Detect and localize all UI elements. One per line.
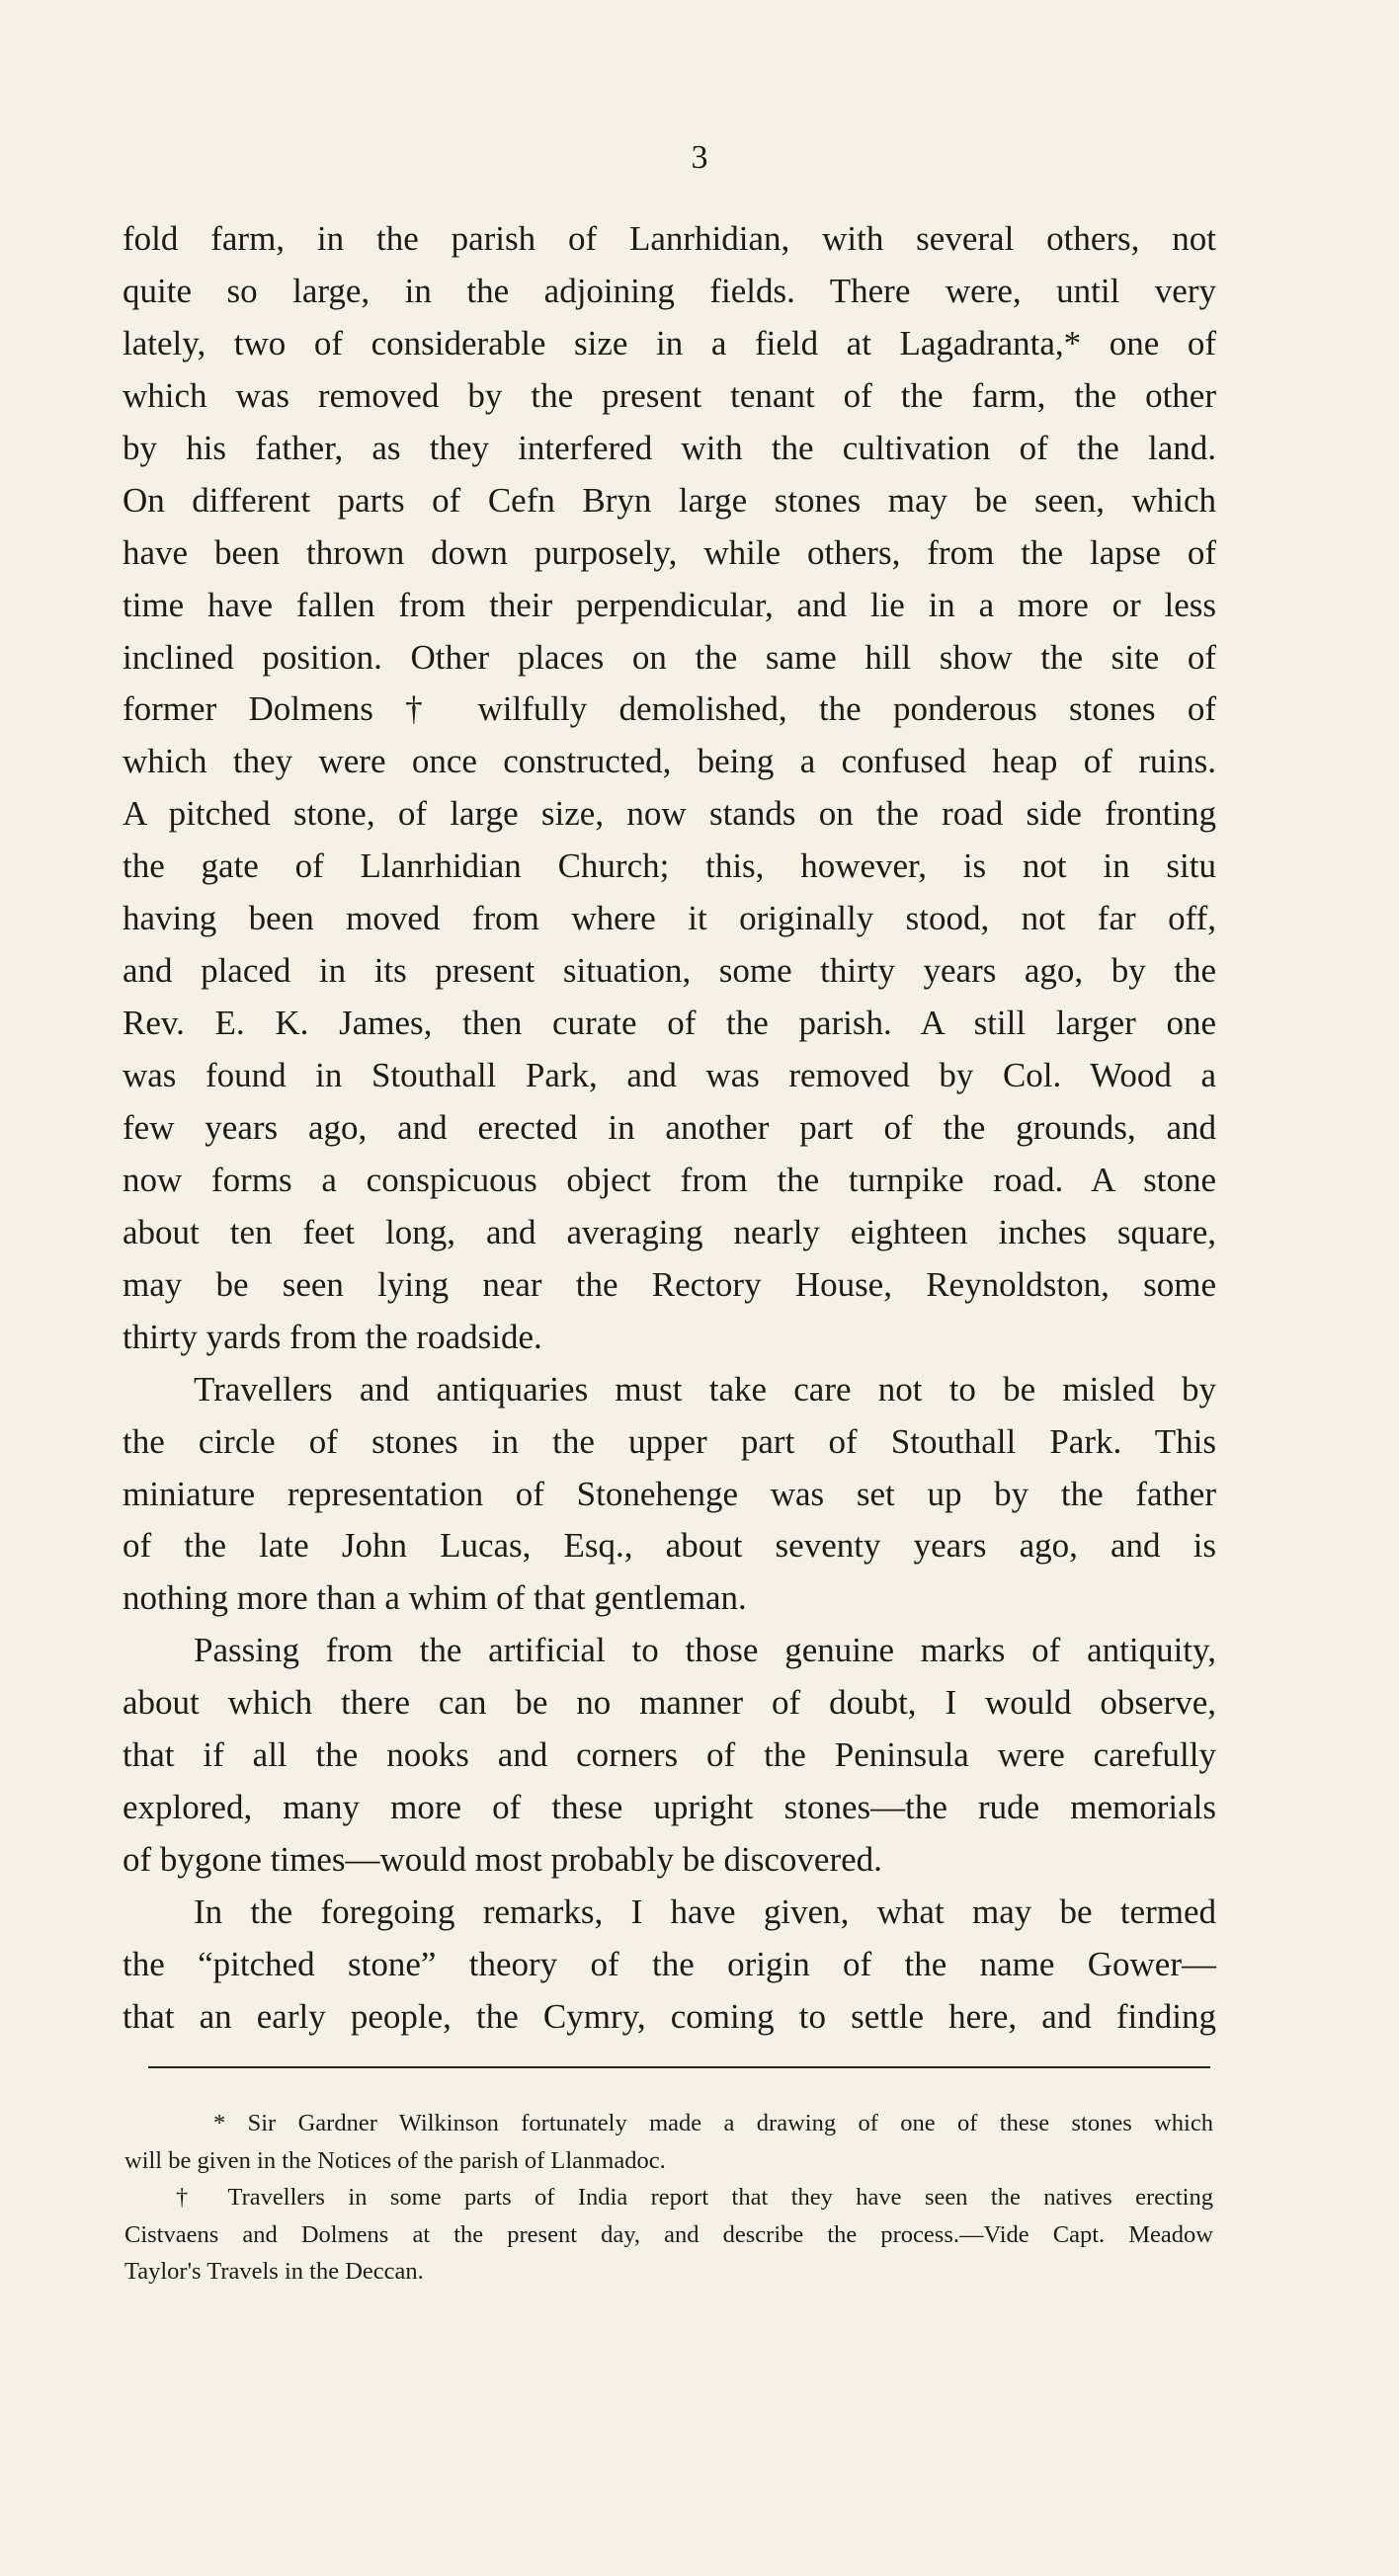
- body-line: In the foregoing remarks, I have given, what may be termed: [194, 1892, 1216, 1931]
- body-line: quite so large, in the adjoining fields. There were, until very: [123, 271, 1216, 310]
- body-line: explored, many more of these upright stones—the rude memorials: [123, 1788, 1216, 1827]
- page-number: 3: [691, 139, 708, 176]
- body-line: Travellers and antiquaries must take care not to be misled by: [194, 1369, 1216, 1409]
- footnote-divider: [148, 2066, 1210, 2068]
- body-line: about which there can be no manner of doubt, I would observe,: [123, 1683, 1216, 1723]
- body-line: of bygone times—would most probably be discovered.: [123, 1840, 882, 1880]
- body-line: former Dolmens † wilfully demolished, the ponderous stones of: [123, 689, 1216, 729]
- footnote-line: † Travellers in some parts of India report that they have seen the natives erecting: [176, 2184, 1213, 2212]
- footnotes: [124, 2105, 1213, 2291]
- body-line: the “pitched stone” theory of the origin of the name Gower—: [123, 1944, 1216, 1983]
- body-line: the gate of Llanrhidian Church; this, however, is not in situ: [123, 846, 1216, 886]
- body-line: by his father, as they interfered with the cultivation of the land.: [123, 428, 1216, 467]
- body-line: lately, two of considerable size in a field at Lagadranta,* one of: [123, 323, 1216, 362]
- body-text: [123, 213, 1216, 2044]
- body-line: may be seen lying near the Rectory House, Reynoldston, some: [123, 1264, 1216, 1304]
- body-line: miniature representation of Stonehenge was set up by the father: [123, 1474, 1216, 1513]
- body-line: was found in Stouthall Park, and was removed by Col. Wood a: [123, 1056, 1216, 1094]
- body-line: thirty yards from the roadside.: [123, 1317, 542, 1356]
- footnote-line: Taylor's Travels in the Deccan.: [124, 2258, 424, 2286]
- body-line: few years ago, and erected in another part of the grounds, and: [123, 1107, 1216, 1147]
- footnote-line: * Sir Gardner Wilkinson fortunately made a drawing of one of these stones which: [213, 2110, 1213, 2136]
- footnote-line: will be given in the Notices of the parish of Llanmadoc.: [124, 2146, 666, 2174]
- footnote-line: Cistvaens and Dolmens at the present day, and describe the process.—Vide Capt. Meadow: [124, 2220, 1213, 2248]
- body-line: which was removed by the present tenant of the farm, the other: [123, 375, 1216, 415]
- body-line: having been moved from where it originally stood, not far off,: [123, 899, 1216, 938]
- body-line: that an early people, the Cymry, coming to settle here, and finding: [123, 1996, 1216, 2036]
- body-line: A pitched stone, of large size, now stands on the road side fronting: [123, 794, 1216, 834]
- body-line: the circle of stones in the upper part of Stouthall Park. This: [123, 1421, 1216, 1461]
- body-line: On different parts of Cefn Bryn large stones may be seen, which: [123, 480, 1216, 520]
- body-line: that if all the nooks and corners of the Peninsula were carefully: [123, 1735, 1216, 1775]
- body-line: fold farm, in the parish of Lanrhidian, with several others, not: [123, 219, 1216, 258]
- body-line: time have fallen from their perpendicular, and lie in a more or less: [123, 585, 1216, 624]
- body-line: about ten feet long, and averaging nearly eighteen inches square,: [123, 1212, 1216, 1251]
- body-line: Rev. E. K. James, then curate of the parish. A still larger one: [123, 1004, 1216, 1043]
- body-line: Passing from the artificial to those genuine marks of antiquity,: [194, 1631, 1216, 1670]
- body-line: inclined position. Other places on the same hill show the site of: [123, 637, 1216, 677]
- body-line: of the late John Lucas, Esq., about seventy years ago, and is: [123, 1526, 1216, 1566]
- body-line: and placed in its present situation, some thirty years ago, by the: [123, 951, 1216, 991]
- body-line: have been thrown down purposely, while others, from the lapse of: [123, 532, 1216, 572]
- body-line: now forms a conspicuous object from the turnpike road. A stone: [123, 1160, 1216, 1199]
- body-line: which they were once constructed, being a confused heap of ruins.: [123, 742, 1216, 781]
- body-line: nothing more than a whim of that gentleman.: [123, 1578, 747, 1618]
